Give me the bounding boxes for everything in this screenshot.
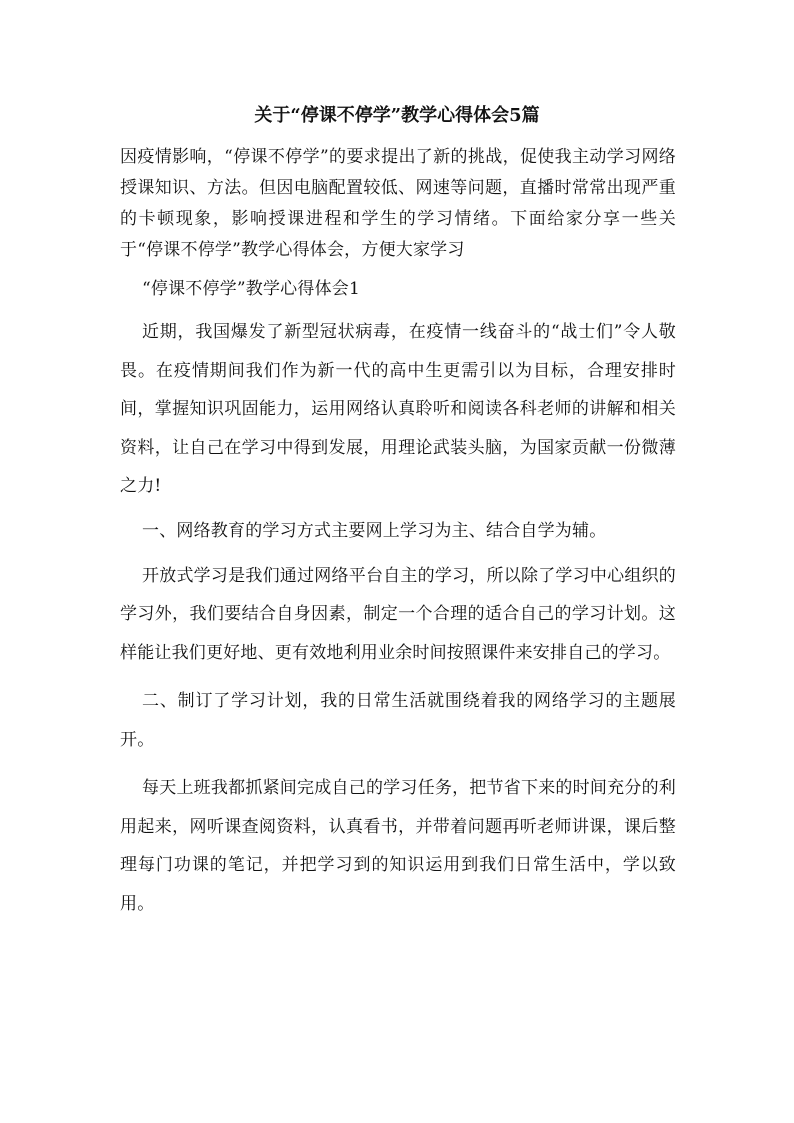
document-title: 关于“停课不停学”教学心得体会5篇 bbox=[254, 105, 540, 126]
numbered-point: 一、网络教育的学习方式主要网上学习为主、结合自学为辅。 bbox=[142, 520, 607, 541]
body-paragraph: 近期，我国爆发了新型冠状病毒，在疫情一线奋斗的“战士们”令人敬畏。在疫情期间我们作为新一代的高中生更需引以为目标，合理安排时间，掌握知识巩固能力，运用网络认真聆听和阅读各科老师的讲解和相关资料，让自己在学习中得到发展，用理论武装头脑，为国家贡献一份微薄之力! bbox=[120, 322, 676, 496]
section-heading: “停课不停学”教学心得体会1 bbox=[142, 279, 360, 299]
body-paragraph: 每天上班我都抓紧间完成自己的学习任务，把节省下来的时间充分的利用起来，网听课查阅资料，认真看书，并带着问题再听老师讲课，课后整理每门功课的笔记，并把学习到的知识运用到我们日常生活中，学以致用。 bbox=[120, 778, 676, 914]
numbered-point: 二、制订了学习计划，我的日常生活就围绕着我的网络学习的主题展开。 bbox=[120, 691, 676, 750]
body-paragraph: 开放式学习是我们通过网络平台自主的学习，所以除了学习中心组织的学习外，我们要结合自身因素，制定一个合理的适合自己的学习计划。这样能让我们更好地、更有效地利用业余时间按照课件来安排自己的学习。 bbox=[120, 565, 676, 663]
intro-paragraph: 因疫情影响，“停课不停学”的要求提出了新的挑战，促使我主动学习网络授课知识、方法。但因电脑配置较低、网速等问题，直播时常常出现严重的卡顿现象，影响授课进程和学生的学习情绪。下面给家分享一些关于“停课不停学”教学心得体会，方便大家学习 bbox=[120, 147, 676, 260]
document-body bbox=[120, 142, 676, 923]
